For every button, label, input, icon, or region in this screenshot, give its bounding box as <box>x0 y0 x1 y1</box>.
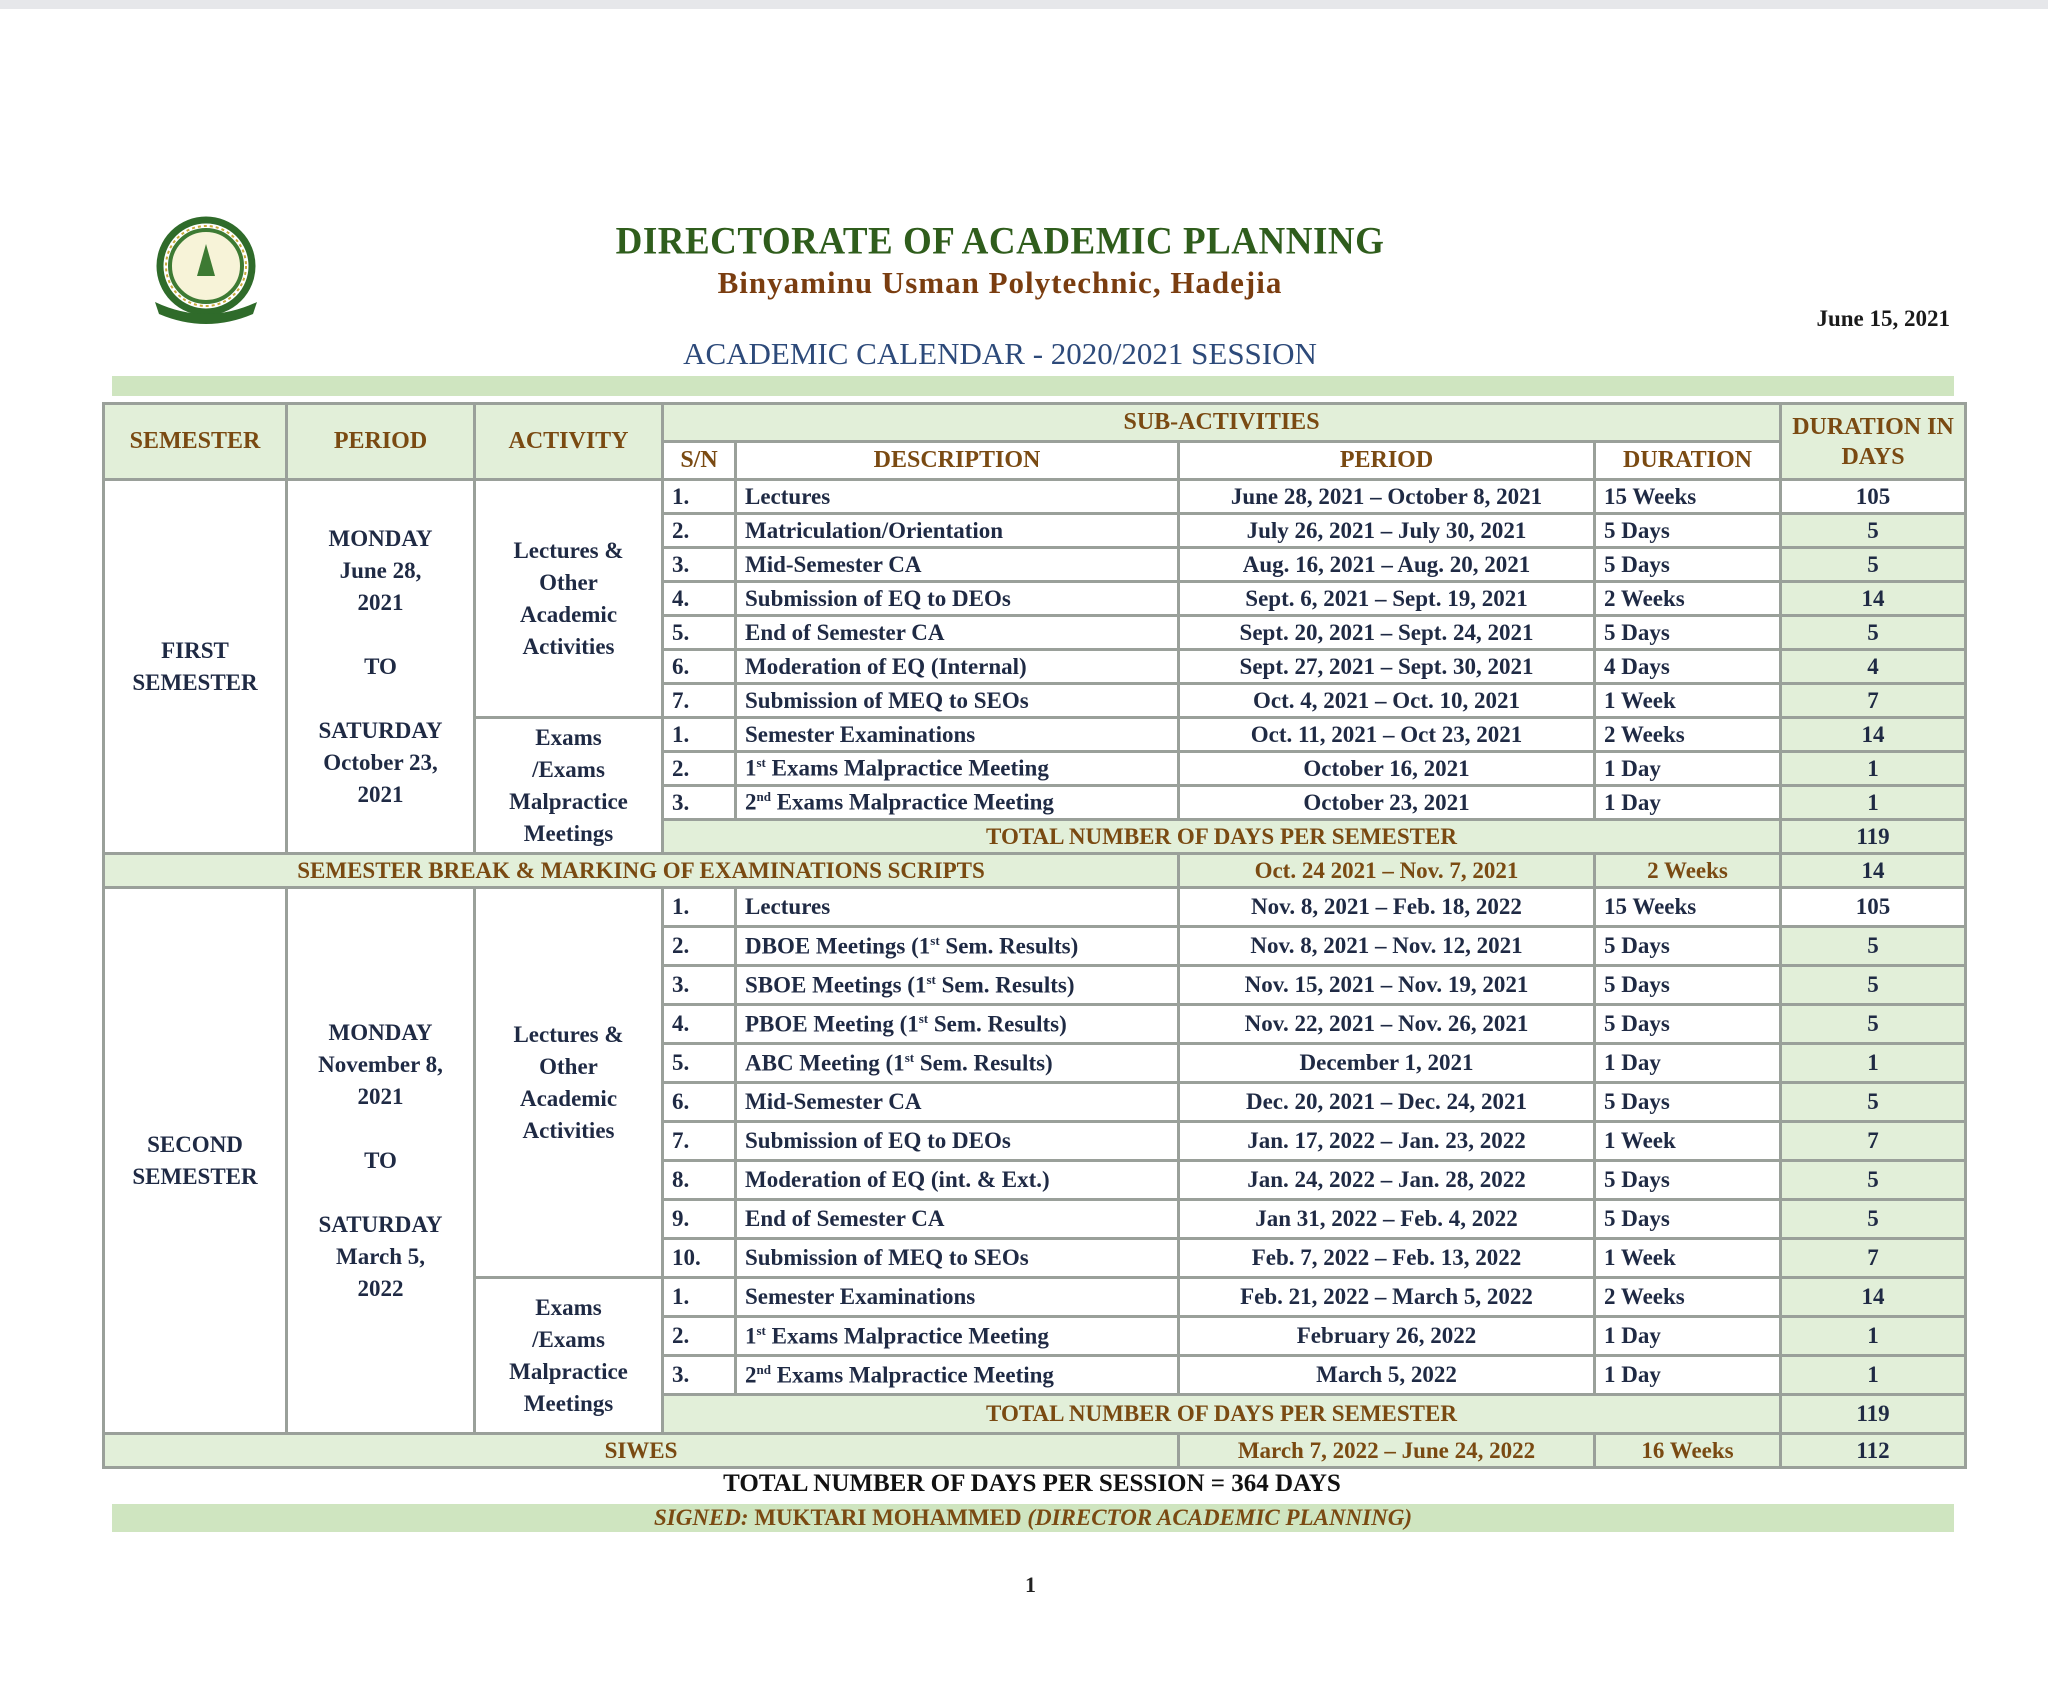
activity-label-line: Lectures & <box>513 1021 624 1047</box>
description-cell <box>736 1122 1179 1161</box>
table-row <box>104 888 1966 927</box>
table-row <box>104 480 1966 514</box>
period-cell: Oct. 4, 2021 – Oct. 10, 2021 <box>1179 684 1595 718</box>
sn-cell: 8. <box>663 1161 736 1200</box>
semester-label <box>113 635 277 699</box>
period-end-line: March 5, <box>335 1243 425 1269</box>
institution-name: Binyaminu Usman Polytechnic, Hadejia <box>717 265 1283 300</box>
activity-label-line: Lectures & <box>513 537 624 563</box>
description-text-rest: Exams Malpractice Meeting <box>765 755 1049 781</box>
duration-cell: 1 Day <box>1595 752 1781 786</box>
activity-label-line: Malpractice <box>509 1358 628 1384</box>
period-cell: Feb. 7, 2022 – Feb. 13, 2022 <box>1179 1239 1595 1278</box>
description-cell <box>736 1278 1179 1317</box>
activity-label-line: Malpractice <box>509 788 628 814</box>
siwes-row <box>104 1434 1966 1468</box>
days-cell: 1 <box>1781 752 1966 786</box>
description-text: Semester Examinations <box>745 1284 976 1309</box>
period-start-line: June 28, <box>339 557 422 583</box>
days-cell: 1 <box>1781 786 1966 820</box>
period-cell: December 1, 2021 <box>1179 1044 1595 1083</box>
duration-cell: 1 Week <box>1595 684 1781 718</box>
period-end-line: SATURDAY <box>318 717 443 743</box>
description-text: End of Semester CA <box>745 619 945 645</box>
period-end-line: SATURDAY <box>318 1211 443 1237</box>
description-cell <box>736 1161 1179 1200</box>
days-cell: 1 <box>1781 1317 1966 1356</box>
description-cell <box>736 1200 1179 1239</box>
activity-label-line: Exams <box>535 1294 602 1320</box>
period-end-line: 2022 <box>357 1275 404 1301</box>
period-cell: July 26, 2021 – July 30, 2021 <box>1179 514 1595 548</box>
period-cell: Nov. 8, 2021 – Feb. 18, 2022 <box>1179 888 1595 927</box>
signed-label: SIGNED: <box>654 1505 749 1530</box>
siwes-row-days: 112 <box>1781 1434 1966 1468</box>
col-description: DESCRIPTION <box>736 442 1179 480</box>
description-text: DBOE Meetings (1 <box>745 933 931 959</box>
days-cell: 5 <box>1781 1005 1966 1044</box>
days-cell: 14 <box>1781 1278 1966 1317</box>
col-activity: ACTIVITY <box>475 404 663 480</box>
period-cell: February 26, 2022 <box>1179 1317 1595 1356</box>
duration-cell: 2 Weeks <box>1595 718 1781 752</box>
activity-label-line: /Exams <box>532 756 605 782</box>
signed-name: MUKTARI MOHAMMED <box>748 1505 1028 1530</box>
session-total: TOTAL NUMBER OF DAYS PER SESSION = 364 DAYS <box>723 1470 1341 1497</box>
col-duration: DURATION <box>1595 442 1781 480</box>
description-cell <box>736 1317 1179 1356</box>
activity-cell <box>475 888 663 1278</box>
period-cell: Oct. 11, 2021 – Oct 23, 2021 <box>1179 718 1595 752</box>
description-text-rest: Sem. Results) <box>935 972 1075 998</box>
period-end-line: 2021 <box>357 781 404 807</box>
days-cell: 7 <box>1781 684 1966 718</box>
period-cell: Jan. 17, 2022 – Jan. 23, 2022 <box>1179 1122 1595 1161</box>
period-cell: October 23, 2021 <box>1179 786 1595 820</box>
semester-label <box>113 1129 277 1193</box>
description-sup: st <box>930 932 940 948</box>
description-cell <box>736 786 1179 820</box>
sn-cell: 5. <box>663 1044 736 1083</box>
days-cell: 105 <box>1781 480 1966 514</box>
description-cell <box>736 616 1179 650</box>
duration-cell: 5 Days <box>1595 616 1781 650</box>
calendar-title: ACADEMIC CALENDAR - 2020/2021 SESSION <box>683 336 1317 371</box>
description-text-rest: Sem. Results) <box>914 1050 1053 1076</box>
activity-label-line: /Exams <box>532 1326 605 1352</box>
description-text-rest: Exams Malpractice Meeting <box>770 789 1054 815</box>
activity-label <box>484 1019 653 1147</box>
description-text: Matriculation/Orientation <box>745 517 1004 543</box>
period-to: TO <box>364 653 397 679</box>
duration-cell: 5 Days <box>1595 966 1781 1005</box>
activity-label-line: Academic <box>519 1085 618 1111</box>
duration-cell: 1 Week <box>1595 1239 1781 1278</box>
semester-period-cell <box>287 480 475 854</box>
duration-cell: 5 Days <box>1595 1005 1781 1044</box>
days-cell: 1 <box>1781 1356 1966 1395</box>
days-cell: 105 <box>1781 888 1966 927</box>
semester-period <box>296 1017 465 1305</box>
period-start-line: MONDAY <box>328 1019 433 1045</box>
sn-cell: 2. <box>663 1317 736 1356</box>
description-text: Mid-Semester CA <box>745 551 922 577</box>
description-cell <box>736 966 1179 1005</box>
semester-total-label: TOTAL NUMBER OF DAYS PER SEMESTER <box>663 1395 1781 1434</box>
description-cell <box>736 650 1179 684</box>
period-cell: Aug. 16, 2021 – Aug. 20, 2021 <box>1179 548 1595 582</box>
activity-label <box>484 1292 653 1420</box>
sn-cell: 2. <box>663 514 736 548</box>
description-text-rest: Sem. Results) <box>939 933 1079 959</box>
period-cell: Dec. 20, 2021 – Dec. 24, 2021 <box>1179 1083 1595 1122</box>
activity-cell <box>475 1278 663 1434</box>
duration-cell: 2 Weeks <box>1595 582 1781 616</box>
duration-cell: 5 Days <box>1595 1083 1781 1122</box>
description-text: ABC Meeting (1 <box>745 1050 905 1076</box>
description-text-rest: Sem. Results) <box>928 1011 1067 1037</box>
academic-calendar-table <box>102 402 1967 1469</box>
period-cell: June 28, 2021 – October 8, 2021 <box>1179 480 1595 514</box>
period-cell: Nov. 8, 2021 – Nov. 12, 2021 <box>1179 927 1595 966</box>
activity-label-line: Other <box>539 1053 598 1079</box>
description-text: 1 <box>745 1323 757 1349</box>
semester-break-row-days: 14 <box>1781 854 1966 888</box>
header-green-bar <box>112 376 1954 396</box>
description-text: Moderation of EQ (Internal) <box>745 653 1027 679</box>
description-text: Submission of MEQ to SEOs <box>745 687 1029 713</box>
col-sn: S/N <box>663 442 736 480</box>
sn-cell: 9. <box>663 1200 736 1239</box>
activity-label-line: Meetings <box>523 820 614 846</box>
activity-label <box>484 535 653 663</box>
description-sup: st <box>756 755 766 771</box>
days-cell: 5 <box>1781 966 1966 1005</box>
sn-cell: 2. <box>663 752 736 786</box>
sn-cell: 4. <box>663 1005 736 1044</box>
duration-cell: 15 Weeks <box>1595 480 1781 514</box>
duration-cell: 5 Days <box>1595 548 1781 582</box>
period-cell: Nov. 15, 2021 – Nov. 19, 2021 <box>1179 966 1595 1005</box>
duration-cell: 4 Days <box>1595 650 1781 684</box>
activity-label-line: Exams <box>535 724 602 750</box>
description-cell <box>736 1005 1179 1044</box>
description-text: SBOE Meetings (1 <box>745 972 927 998</box>
sn-cell: 1. <box>663 1278 736 1317</box>
period-start-line: MONDAY <box>328 525 433 551</box>
description-cell <box>736 1356 1179 1395</box>
period-to: TO <box>364 1147 397 1173</box>
days-cell: 5 <box>1781 1200 1966 1239</box>
description-sup: nd <box>756 789 771 805</box>
period-cell: October 16, 2021 <box>1179 752 1595 786</box>
sn-cell: 3. <box>663 548 736 582</box>
days-cell: 4 <box>1781 650 1966 684</box>
sn-cell: 3. <box>663 1356 736 1395</box>
description-cell <box>736 548 1179 582</box>
period-cell: Jan. 24, 2022 – Jan. 28, 2022 <box>1179 1161 1595 1200</box>
description-text: Lectures <box>745 483 831 509</box>
description-text: 1 <box>745 755 757 781</box>
description-cell <box>736 684 1179 718</box>
description-text: Lectures <box>745 894 831 919</box>
sn-cell: 1. <box>663 888 736 927</box>
semester-break-row-period: Oct. 24 2021 – Nov. 7, 2021 <box>1179 854 1595 888</box>
col-period: PERIOD <box>287 404 475 480</box>
period-cell: Sept. 6, 2021 – Sept. 19, 2021 <box>1179 582 1595 616</box>
days-cell: 7 <box>1781 1239 1966 1278</box>
days-cell: 5 <box>1781 548 1966 582</box>
description-cell <box>736 888 1179 927</box>
period-cell: Sept. 27, 2021 – Sept. 30, 2021 <box>1179 650 1595 684</box>
sn-cell: 7. <box>663 1122 736 1161</box>
duration-cell: 1 Day <box>1595 1356 1781 1395</box>
semester-cell <box>104 888 287 1434</box>
days-cell: 5 <box>1781 927 1966 966</box>
description-cell <box>736 480 1179 514</box>
activity-cell <box>475 480 663 718</box>
sn-cell: 2. <box>663 927 736 966</box>
description-text: Submission of EQ to DEOs <box>745 1128 1011 1153</box>
description-cell <box>736 514 1179 548</box>
description-sup: nd <box>756 1361 771 1377</box>
description-text-rest: Exams Malpractice Meeting <box>765 1323 1049 1349</box>
activity-label-line: Activities <box>522 1117 615 1143</box>
calendar-body <box>104 480 1966 1468</box>
activity-label-line: Meetings <box>523 1390 614 1416</box>
semester-total-days: 119 <box>1781 820 1966 854</box>
signed-title: (DIRECTOR ACADEMIC PLANNING) <box>1027 1505 1412 1530</box>
description-sup: st <box>926 971 936 987</box>
duration-cell: 2 Weeks <box>1595 1278 1781 1317</box>
activity-label-line: Activities <box>522 633 615 659</box>
sn-cell: 6. <box>663 1083 736 1122</box>
description-cell <box>736 927 1179 966</box>
description-cell <box>736 1083 1179 1122</box>
siwes-row-duration: 16 Weeks <box>1595 1434 1781 1468</box>
description-cell <box>736 752 1179 786</box>
sn-cell: 5. <box>663 616 736 650</box>
activity-label-line: Other <box>539 569 598 595</box>
description-text: Semester Examinations <box>745 721 976 747</box>
activity-label-line: Academic <box>519 601 618 627</box>
duration-cell: 5 Days <box>1595 1200 1781 1239</box>
document-date: June 15, 2021 <box>1816 306 1950 331</box>
description-cell <box>736 1044 1179 1083</box>
sn-cell: 6. <box>663 650 736 684</box>
description-text: 2 <box>745 789 757 815</box>
browser-top-bar <box>0 0 2048 9</box>
days-cell: 5 <box>1781 616 1966 650</box>
semester-label-line: SECOND <box>147 1131 243 1157</box>
description-sup: st <box>904 1049 915 1065</box>
sn-cell: 1. <box>663 480 736 514</box>
description-text: 2 <box>745 1362 757 1388</box>
semester-period-cell <box>287 888 475 1434</box>
period-cell: Jan 31, 2022 – Feb. 4, 2022 <box>1179 1200 1595 1239</box>
period-start-line: November 8, <box>318 1051 443 1077</box>
description-text: End of Semester CA <box>745 1206 945 1231</box>
description-text: Moderation of EQ (int. & Ext.) <box>745 1167 1050 1192</box>
period-start-line: 2021 <box>357 1083 404 1109</box>
days-cell: 14 <box>1781 718 1966 752</box>
period-start-line: 2021 <box>357 589 404 615</box>
semester-label-line: SEMESTER <box>132 1163 258 1189</box>
siwes-row-label: SIWES <box>104 1434 1179 1468</box>
col-duration-days: DURATION IN DAYS <box>1781 404 1966 480</box>
semester-total-label: TOTAL NUMBER OF DAYS PER SEMESTER <box>663 820 1781 854</box>
col-sub-period: PERIOD <box>1179 442 1595 480</box>
sn-cell: 3. <box>663 966 736 1005</box>
semester-total-days: 119 <box>1781 1395 1966 1434</box>
col-sub-activities: SUB-ACTIVITIES <box>663 404 1781 442</box>
duration-cell: 15 Weeks <box>1595 888 1781 927</box>
description-text: Submission of EQ to DEOs <box>745 585 1011 611</box>
semester-label-line: FIRST <box>161 637 229 663</box>
semester-label-line: SEMESTER <box>132 669 258 695</box>
description-cell <box>736 582 1179 616</box>
period-cell: Sept. 20, 2021 – Sept. 24, 2021 <box>1179 616 1595 650</box>
semester-cell <box>104 480 287 854</box>
duration-cell: 5 Days <box>1595 514 1781 548</box>
period-cell: March 5, 2022 <box>1179 1356 1595 1395</box>
days-cell: 5 <box>1781 1161 1966 1200</box>
col-semester: SEMESTER <box>104 404 287 480</box>
description-sup: st <box>918 1010 929 1026</box>
period-cell: Nov. 22, 2021 – Nov. 26, 2021 <box>1179 1005 1595 1044</box>
duration-cell: 5 Days <box>1595 927 1781 966</box>
days-cell: 5 <box>1781 514 1966 548</box>
semester-break-row <box>104 854 1966 888</box>
description-sup: st <box>756 1322 766 1338</box>
siwes-row-period: March 7, 2022 – June 24, 2022 <box>1179 1434 1595 1468</box>
signature-bar <box>112 1504 1954 1532</box>
duration-cell: 1 Day <box>1595 1044 1781 1083</box>
duration-cell: 1 Week <box>1595 1122 1781 1161</box>
days-cell: 7 <box>1781 1122 1966 1161</box>
sn-cell: 10. <box>663 1239 736 1278</box>
description-text: PBOE Meeting (1 <box>745 1011 919 1037</box>
days-cell: 14 <box>1781 582 1966 616</box>
sn-cell: 1. <box>663 718 736 752</box>
duration-cell: 1 Day <box>1595 1317 1781 1356</box>
activity-cell <box>475 718 663 854</box>
semester-break-row-duration: 2 Weeks <box>1595 854 1781 888</box>
description-text: Submission of MEQ to SEOs <box>745 1245 1029 1270</box>
description-text: Mid-Semester CA <box>745 1089 922 1114</box>
duration-cell: 5 Days <box>1595 1161 1781 1200</box>
description-text-rest: Exams Malpractice Meeting <box>770 1362 1054 1388</box>
sn-cell: 7. <box>663 684 736 718</box>
days-cell: 1 <box>1781 1044 1966 1083</box>
days-cell: 5 <box>1781 1083 1966 1122</box>
activity-label <box>484 722 653 850</box>
directorate-title: DIRECTORATE OF ACADEMIC PLANNING <box>615 219 1385 264</box>
duration-cell: 1 Day <box>1595 786 1781 820</box>
page-number: 1 <box>1025 1572 1036 1597</box>
period-cell: Feb. 21, 2022 – March 5, 2022 <box>1179 1278 1595 1317</box>
semester-period <box>296 523 465 811</box>
period-end-line: October 23, <box>323 749 438 775</box>
semester-break-row-label: SEMESTER BREAK & MARKING OF EXAMINATIONS SCRIPTS <box>104 854 1179 888</box>
sn-cell: 3. <box>663 786 736 820</box>
description-cell <box>736 1239 1179 1278</box>
sn-cell: 4. <box>663 582 736 616</box>
description-cell <box>736 718 1179 752</box>
